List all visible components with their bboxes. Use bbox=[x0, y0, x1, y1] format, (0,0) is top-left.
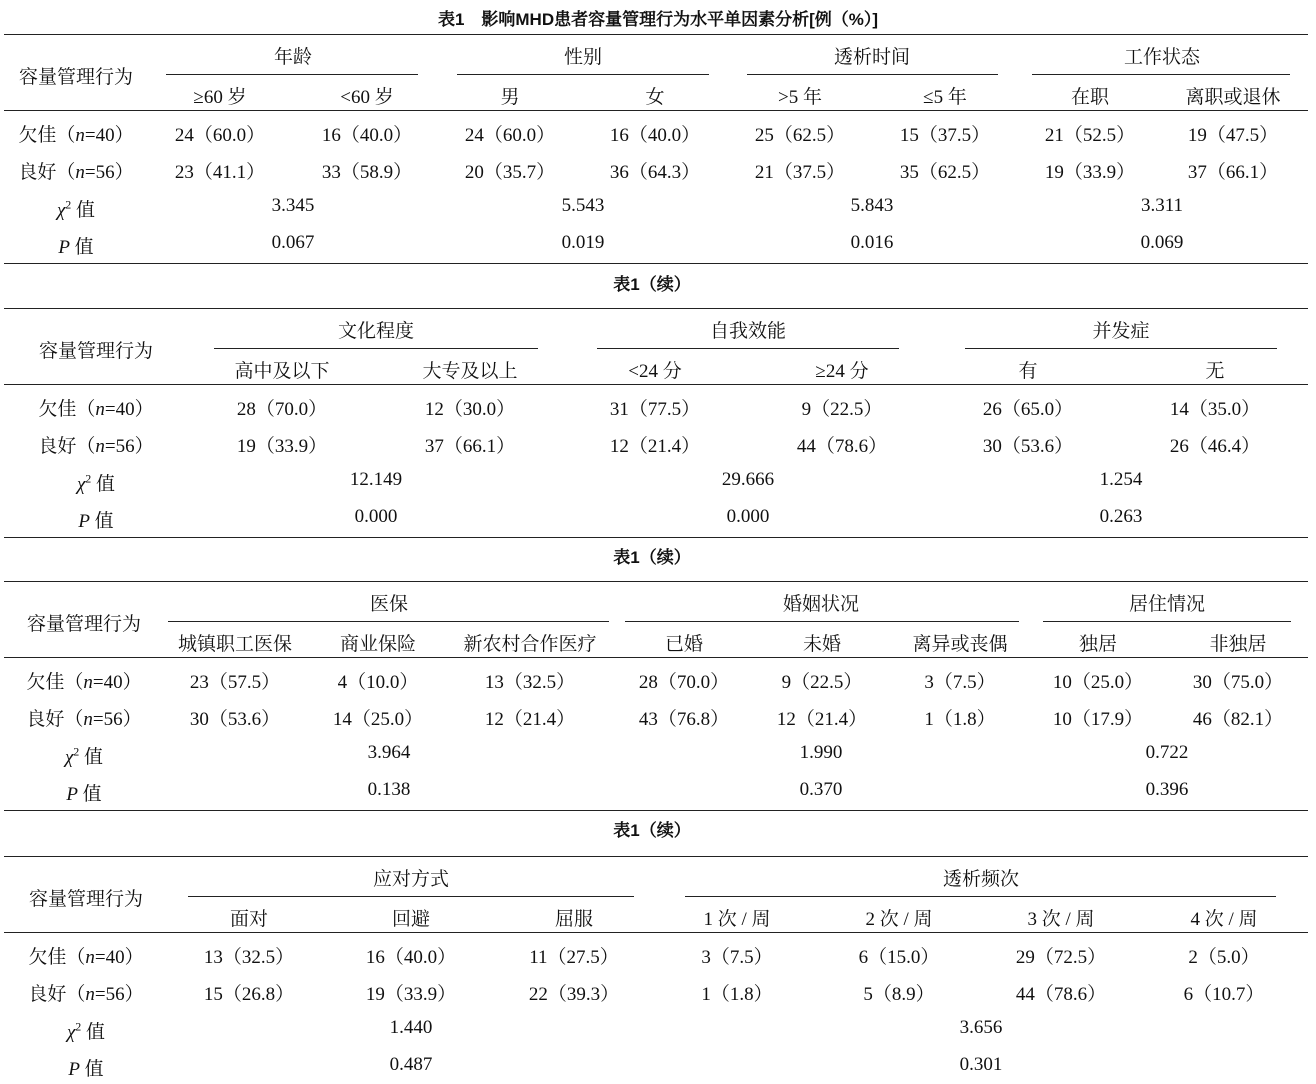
table-top-rule bbox=[4, 581, 1308, 582]
row-label-p-value bbox=[78, 506, 113, 533]
sub-header: 无 bbox=[1205, 361, 1225, 382]
group-header: 婚姻状况 bbox=[782, 594, 860, 615]
chi-square-value: 3.345 bbox=[271, 195, 315, 216]
row-label-poor bbox=[38, 394, 153, 421]
sub-header: 在职 bbox=[1070, 87, 1110, 108]
row-header: 容量管理行为 bbox=[26, 614, 142, 635]
row-label-p-value bbox=[58, 232, 93, 259]
p-value: 0.000 bbox=[354, 506, 398, 527]
row-label-part: =56） bbox=[84, 162, 134, 183]
sub-header: 未婚 bbox=[802, 634, 842, 655]
p-value: 0.487 bbox=[389, 1054, 433, 1075]
table-cell: 16（40.0） bbox=[609, 125, 701, 146]
continued-title: 表1（续） bbox=[613, 275, 691, 294]
chi-square-value: 12.149 bbox=[349, 469, 403, 490]
sub-header: 大专及以上 bbox=[422, 361, 518, 382]
table-cell: 15（26.8） bbox=[203, 984, 295, 1005]
sub-header: 回避 bbox=[391, 909, 431, 930]
table-cell: 26（46.4） bbox=[1169, 436, 1261, 457]
chi-superscript: 2 bbox=[75, 1019, 82, 1034]
row-label-part: 良好（ bbox=[18, 162, 76, 183]
sub-header: 已婚 bbox=[664, 634, 704, 655]
chi-superscript: 2 bbox=[73, 744, 80, 759]
table-cell: 28（70.0） bbox=[236, 399, 328, 420]
chi-square-value: 5.543 bbox=[561, 195, 605, 216]
table-cell: 15（37.5） bbox=[899, 125, 991, 146]
row-label-part: 值 bbox=[79, 747, 104, 768]
row-label-part: 值 bbox=[77, 784, 102, 805]
sub-header: 屈服 bbox=[554, 909, 594, 930]
row-label-poor bbox=[26, 667, 141, 694]
group-underline bbox=[188, 896, 634, 897]
row-label-part: P bbox=[58, 237, 70, 258]
table-cell: 30（75.0） bbox=[1192, 672, 1284, 693]
row-label-part: 欠佳（ bbox=[28, 947, 86, 968]
row-label-part: 值 bbox=[81, 1022, 106, 1043]
table-cell: 29（72.5） bbox=[1015, 947, 1107, 968]
table-cell: 6（15.0） bbox=[858, 947, 940, 968]
chi-superscript: 2 bbox=[85, 471, 92, 486]
sub-header: 男 bbox=[500, 87, 520, 108]
chi-square-value: 3.656 bbox=[959, 1017, 1003, 1038]
row-label-part: 值 bbox=[89, 511, 114, 532]
table-bottom-rule bbox=[4, 537, 1308, 538]
table-title: 表1 影响MHD患者容量管理行为水平单因素分析[例（%）] bbox=[437, 10, 879, 29]
header-bottom-rule bbox=[4, 657, 1308, 658]
row-label-good bbox=[26, 704, 141, 731]
table-cell: 37（66.1） bbox=[1187, 162, 1279, 183]
group-underline bbox=[166, 74, 418, 75]
table-cell: 13（32.5） bbox=[203, 947, 295, 968]
group-underline bbox=[457, 74, 709, 75]
chi-superscript: 2 bbox=[65, 197, 72, 212]
row-label-part: 值 bbox=[79, 1059, 104, 1080]
p-value: 0.301 bbox=[959, 1054, 1003, 1075]
table-cell: 19（33.9） bbox=[1044, 162, 1136, 183]
table-cell: 19（33.9） bbox=[236, 436, 328, 457]
table-cell: 20（35.7） bbox=[464, 162, 556, 183]
table-cell: 14（35.0） bbox=[1169, 399, 1261, 420]
table-cell: 28（70.0） bbox=[638, 672, 730, 693]
table-bottom-rule bbox=[4, 263, 1308, 264]
table-cell: 1（1.8） bbox=[924, 709, 996, 730]
p-value: 0.067 bbox=[271, 232, 315, 253]
table-cell: 19（33.9） bbox=[365, 984, 457, 1005]
table-cell: 14（25.0） bbox=[332, 709, 424, 730]
row-header: 容量管理行为 bbox=[28, 889, 144, 910]
table-cell: 21（52.5） bbox=[1044, 125, 1136, 146]
chi-square-value: 1.440 bbox=[389, 1017, 433, 1038]
sub-header: <60 岁 bbox=[340, 87, 394, 108]
table-cell: 24（60.0） bbox=[464, 125, 556, 146]
row-label-part: n bbox=[85, 984, 95, 1005]
sub-header: 离异或丧偶 bbox=[912, 634, 1008, 655]
group-header: 透析频次 bbox=[942, 869, 1020, 890]
chi-square-value: 1.254 bbox=[1099, 469, 1143, 490]
row-label-part: n bbox=[95, 399, 105, 420]
row-label-part: n bbox=[95, 436, 105, 457]
row-label-part: =56） bbox=[94, 984, 144, 1005]
row-label-part: P bbox=[66, 784, 78, 805]
row-label-poor bbox=[28, 942, 143, 969]
chi-square-value: 1.990 bbox=[799, 742, 843, 763]
row-label-part: =40） bbox=[92, 672, 142, 693]
group-underline bbox=[1043, 621, 1291, 622]
row-label-chi-square bbox=[57, 195, 95, 222]
table-cell: 21（37.5） bbox=[754, 162, 846, 183]
row-label-part: 值 bbox=[91, 474, 116, 495]
p-value: 0.069 bbox=[1140, 232, 1184, 253]
table-cell: 1（1.8） bbox=[701, 984, 773, 1005]
table-cell: 23（57.5） bbox=[189, 672, 281, 693]
group-header: 工作状态 bbox=[1123, 47, 1201, 68]
sub-header: 2 次 / 周 bbox=[865, 909, 933, 930]
table-cell: 30（53.6） bbox=[189, 709, 281, 730]
table-cell: 44（78.6） bbox=[1015, 984, 1107, 1005]
chi-square-value: 3.311 bbox=[1140, 195, 1184, 216]
group-underline bbox=[965, 348, 1277, 349]
table-cell: 13（32.5） bbox=[484, 672, 576, 693]
sub-header: 商业保险 bbox=[339, 634, 417, 655]
row-label-part: χ bbox=[76, 474, 86, 495]
sub-header: 高中及以下 bbox=[234, 361, 330, 382]
sub-header: <24 分 bbox=[628, 361, 682, 382]
table-cell: 12（30.0） bbox=[424, 399, 516, 420]
table-cell: 16（40.0） bbox=[321, 125, 413, 146]
table-cell: 9（22.5） bbox=[781, 672, 863, 693]
row-label-good bbox=[18, 157, 133, 184]
p-value: 0.370 bbox=[799, 779, 843, 800]
sub-header: 新农村合作医疗 bbox=[463, 634, 597, 655]
table-cell: 6（10.7） bbox=[1183, 984, 1265, 1005]
sub-header: 面对 bbox=[229, 909, 269, 930]
row-label-part: =40） bbox=[94, 947, 144, 968]
table-cell: 44（78.6） bbox=[796, 436, 888, 457]
group-underline bbox=[597, 348, 899, 349]
p-value: 0.263 bbox=[1099, 506, 1143, 527]
group-underline bbox=[625, 621, 1019, 622]
table-cell: 2（5.0） bbox=[1188, 947, 1260, 968]
table-cell: 5（8.9） bbox=[863, 984, 935, 1005]
group-header: 并发症 bbox=[1092, 321, 1150, 342]
row-label-good bbox=[38, 431, 153, 458]
sub-header: 独居 bbox=[1078, 634, 1118, 655]
row-header: 容量管理行为 bbox=[18, 67, 134, 88]
row-label-part: 良好（ bbox=[38, 436, 96, 457]
row-label-part: 值 bbox=[69, 237, 94, 258]
row-label-part: n bbox=[83, 709, 93, 730]
chi-square-value: 0.722 bbox=[1145, 742, 1189, 763]
row-label-part: 良好（ bbox=[26, 709, 84, 730]
group-header: 居住情况 bbox=[1128, 594, 1206, 615]
group-underline bbox=[168, 621, 609, 622]
group-underline bbox=[214, 348, 538, 349]
table-cell: 11（27.5） bbox=[529, 947, 619, 968]
group-header: 医保 bbox=[369, 594, 409, 615]
table-top-rule bbox=[4, 308, 1308, 309]
group-underline bbox=[747, 74, 998, 75]
continued-title: 表1（续） bbox=[613, 548, 691, 567]
row-label-chi-square bbox=[77, 469, 115, 496]
table-cell: 36（64.3） bbox=[609, 162, 701, 183]
row-label-chi-square bbox=[67, 1017, 105, 1044]
header-bottom-rule bbox=[4, 932, 1308, 933]
table-top-rule bbox=[4, 34, 1308, 35]
row-label-part: 良好（ bbox=[28, 984, 86, 1005]
sub-header: ≥24 分 bbox=[815, 361, 869, 382]
p-value: 0.396 bbox=[1145, 779, 1189, 800]
p-value: 0.138 bbox=[367, 779, 411, 800]
sub-header: 离职或退休 bbox=[1185, 87, 1281, 108]
row-label-good bbox=[28, 979, 143, 1006]
table-cell: 35（62.5） bbox=[899, 162, 991, 183]
header-bottom-rule bbox=[4, 110, 1308, 111]
sub-header: 1 次 / 周 bbox=[703, 909, 771, 930]
row-label-part: P bbox=[68, 1059, 80, 1080]
table-top-rule bbox=[4, 856, 1308, 857]
row-label-poor bbox=[18, 120, 133, 147]
table-cell: 25（62.5） bbox=[754, 125, 846, 146]
row-label-part: 值 bbox=[71, 200, 96, 221]
row-label-part: χ bbox=[66, 1022, 76, 1043]
p-value: 0.000 bbox=[726, 506, 770, 527]
sub-header: ≤5 年 bbox=[923, 87, 967, 108]
table-cell: 22（39.3） bbox=[528, 984, 620, 1005]
table-cell: 12（21.4） bbox=[776, 709, 868, 730]
row-label-part: n bbox=[75, 125, 85, 146]
sub-header: 城镇职工医保 bbox=[177, 634, 293, 655]
group-header: 年龄 bbox=[273, 47, 313, 68]
row-label-p-value bbox=[66, 779, 101, 806]
header-bottom-rule bbox=[4, 384, 1308, 385]
sub-header: ≥60 岁 bbox=[193, 87, 247, 108]
sub-header: 4 次 / 周 bbox=[1190, 909, 1258, 930]
row-label-part: =56） bbox=[92, 709, 142, 730]
group-header: 应对方式 bbox=[372, 869, 450, 890]
table-cell: 31（77.5） bbox=[609, 399, 701, 420]
table-cell: 12（21.4） bbox=[609, 436, 701, 457]
table-cell: 3（7.5） bbox=[924, 672, 996, 693]
table-cell: 16（40.0） bbox=[365, 947, 457, 968]
table-cell: 10（17.9） bbox=[1052, 709, 1144, 730]
sub-header: >5 年 bbox=[778, 87, 822, 108]
table-cell: 37（66.1） bbox=[424, 436, 516, 457]
p-value: 0.019 bbox=[561, 232, 605, 253]
row-label-part: χ bbox=[56, 200, 66, 221]
sub-header: 女 bbox=[645, 87, 665, 108]
table-cell: 33（58.9） bbox=[321, 162, 413, 183]
p-value: 0.016 bbox=[850, 232, 894, 253]
row-label-part: =40） bbox=[84, 125, 134, 146]
table-cell: 4（10.0） bbox=[337, 672, 419, 693]
table-cell: 23（41.1） bbox=[174, 162, 266, 183]
continued-title: 表1（续） bbox=[613, 821, 691, 840]
table-cell: 46（82.1） bbox=[1192, 709, 1284, 730]
chi-square-value: 5.843 bbox=[850, 195, 894, 216]
row-label-part: 欠佳（ bbox=[38, 399, 96, 420]
sub-header: 非独居 bbox=[1209, 634, 1267, 655]
row-header: 容量管理行为 bbox=[38, 341, 154, 362]
group-header: 自我效能 bbox=[709, 321, 787, 342]
group-header: 性别 bbox=[563, 47, 603, 68]
table-cell: 10（25.0） bbox=[1052, 672, 1144, 693]
row-label-part: n bbox=[83, 672, 93, 693]
table-cell: 3（7.5） bbox=[701, 947, 773, 968]
row-label-p-value bbox=[68, 1054, 103, 1081]
row-label-chi-square bbox=[65, 742, 103, 769]
row-label-part: n bbox=[85, 947, 95, 968]
sub-header: 3 次 / 周 bbox=[1027, 909, 1095, 930]
row-label-part: n bbox=[75, 162, 85, 183]
row-label-part: χ bbox=[64, 747, 74, 768]
group-header: 透析时间 bbox=[833, 47, 911, 68]
table-bottom-rule bbox=[4, 810, 1308, 811]
group-underline bbox=[685, 896, 1276, 897]
table-cell: 30（53.6） bbox=[982, 436, 1074, 457]
chi-square-value: 29.666 bbox=[721, 469, 775, 490]
table-cell: 12（21.4） bbox=[484, 709, 576, 730]
table-cell: 43（76.8） bbox=[638, 709, 730, 730]
table-cell: 9（22.5） bbox=[801, 399, 883, 420]
group-underline bbox=[1032, 74, 1290, 75]
group-header: 文化程度 bbox=[337, 321, 415, 342]
table-cell: 24（60.0） bbox=[174, 125, 266, 146]
row-label-part: =56） bbox=[104, 436, 154, 457]
table-cell: 26（65.0） bbox=[982, 399, 1074, 420]
row-label-part: 欠佳（ bbox=[26, 672, 84, 693]
sub-header: 有 bbox=[1018, 361, 1038, 382]
table-cell: 19（47.5） bbox=[1187, 125, 1279, 146]
row-label-part: =40） bbox=[104, 399, 154, 420]
row-label-part: 欠佳（ bbox=[18, 125, 76, 146]
chi-square-value: 3.964 bbox=[367, 742, 411, 763]
row-label-part: P bbox=[78, 511, 90, 532]
